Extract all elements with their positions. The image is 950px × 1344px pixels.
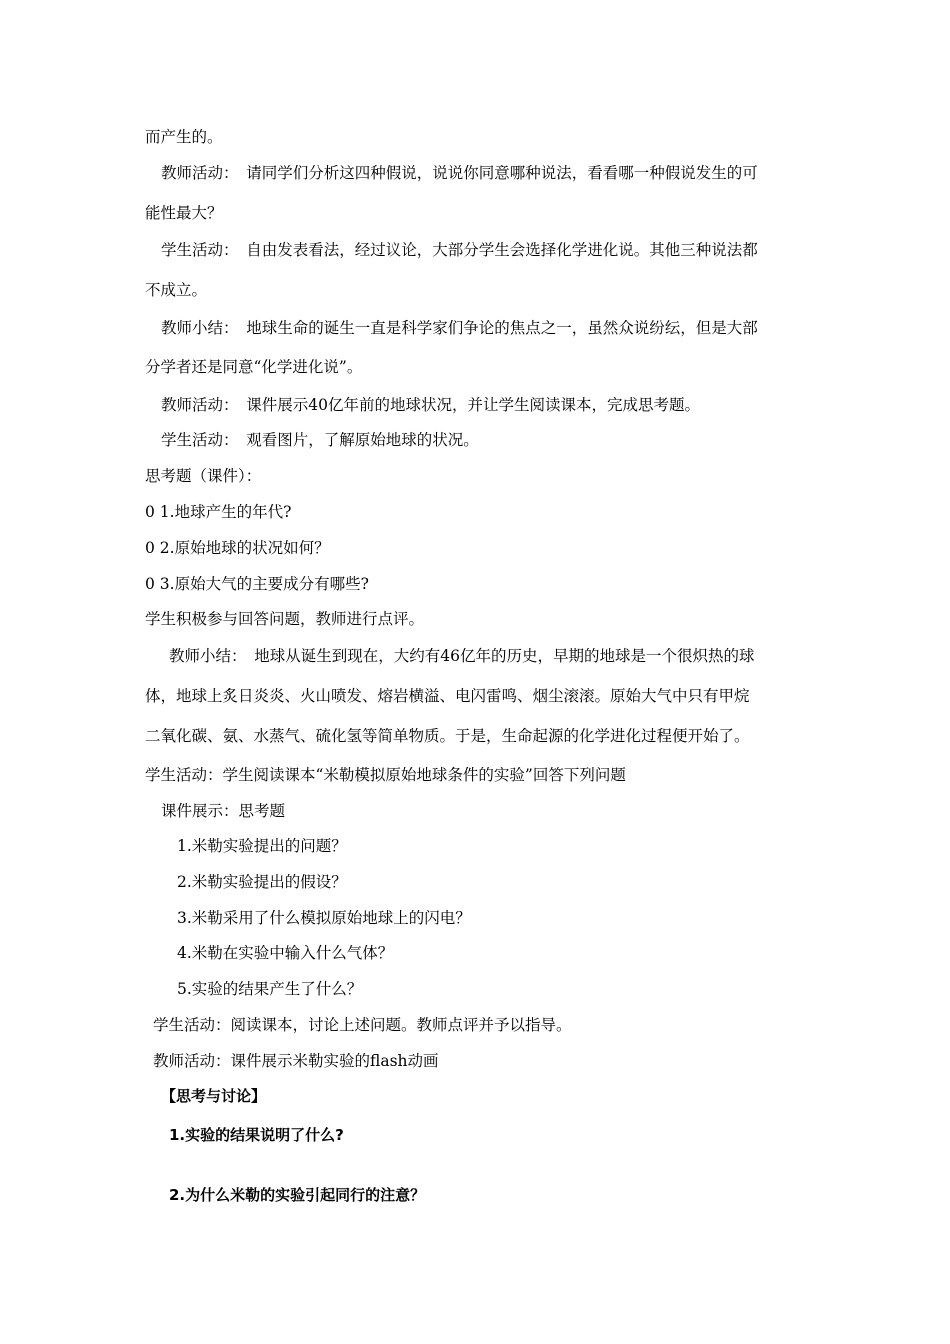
text-line: 学生积极参与回答问题，教师进行点评。: [145, 610, 425, 628]
text-line: 教师小结： 地球生命的诞生一直是科学家们争论的焦点之一，虽然众说纷纭，但是大部: [161, 319, 758, 337]
discussion-question: 1.实验的结果说明了什么?: [169, 1126, 344, 1144]
text-line: 课件展示：思考题: [161, 802, 286, 820]
text-line: 思考题（课件）：: [145, 467, 262, 485]
text-line: 学生活动： 观看图片，了解原始地球的状况。: [161, 431, 479, 449]
text-line: 教师活动：课件展示米勒实验的flash动画: [153, 1052, 439, 1070]
list-item: 1.米勒实验提出的问题？: [177, 837, 347, 855]
list-item: 0 1.地球产生的年代?: [145, 503, 292, 521]
text-line: 学生活动：阅读课本，讨论上述问题。教师点评并予以指导。: [153, 1016, 572, 1034]
text-line: 教师小结： 地球从诞生到现在，大约有46亿年的历史，早期的地球是一个很炽热的球: [169, 647, 755, 665]
text-line: 体，地球上炙日炎炎、火山喷发、熔岩横溢、电闪雷鸣、烟尘滚滚。原始大气中只有甲烷: [145, 687, 750, 705]
list-item: 0 3.原始大气的主要成分有哪些?: [145, 575, 369, 593]
section-heading: 【思考与讨论】: [161, 1087, 267, 1105]
list-item: 2.米勒实验提出的假设？: [177, 873, 347, 891]
text-line: 学生活动：学生阅读课本“米勒模拟原始地球条件的实验”回答下列问题: [145, 766, 626, 784]
text-line: 不成立。: [145, 281, 208, 299]
text-line: 分学者还是同意“化学进化说”。: [145, 358, 363, 376]
text-line: 教师活动： 请同学们分析这四种假说，说说你同意哪种说法，看看哪一种假说发生的可: [161, 164, 758, 182]
list-item: 0 2.原始地球的状况如何？: [145, 539, 330, 557]
text-line: 学生活动： 自由发表看法，经过议论，大部分学生会选择化学进化说。其他三种说法都: [161, 241, 758, 259]
discussion-question: 2.为什么米勒的实验引起同行的注意？: [169, 1186, 426, 1204]
text-line: 而产生的。: [145, 128, 223, 146]
list-item: 5.实验的结果产生了什么？: [177, 980, 363, 998]
text-line: 二氧化碳、氨、水蒸气、硫化氢等简单物质。于是，生命起源的化学进化过程便开始了。: [145, 727, 750, 745]
text-line: 教师活动： 课件展示40亿年前的地球状况，并让学生阅读课本，完成思考题。: [161, 396, 700, 414]
text-line: 能性最大？: [145, 204, 223, 222]
list-item: 3.米勒采用了什么模拟原始地球上的闪电？: [177, 909, 471, 927]
list-item: 4.米勒在实验中输入什么气体？: [177, 944, 394, 962]
